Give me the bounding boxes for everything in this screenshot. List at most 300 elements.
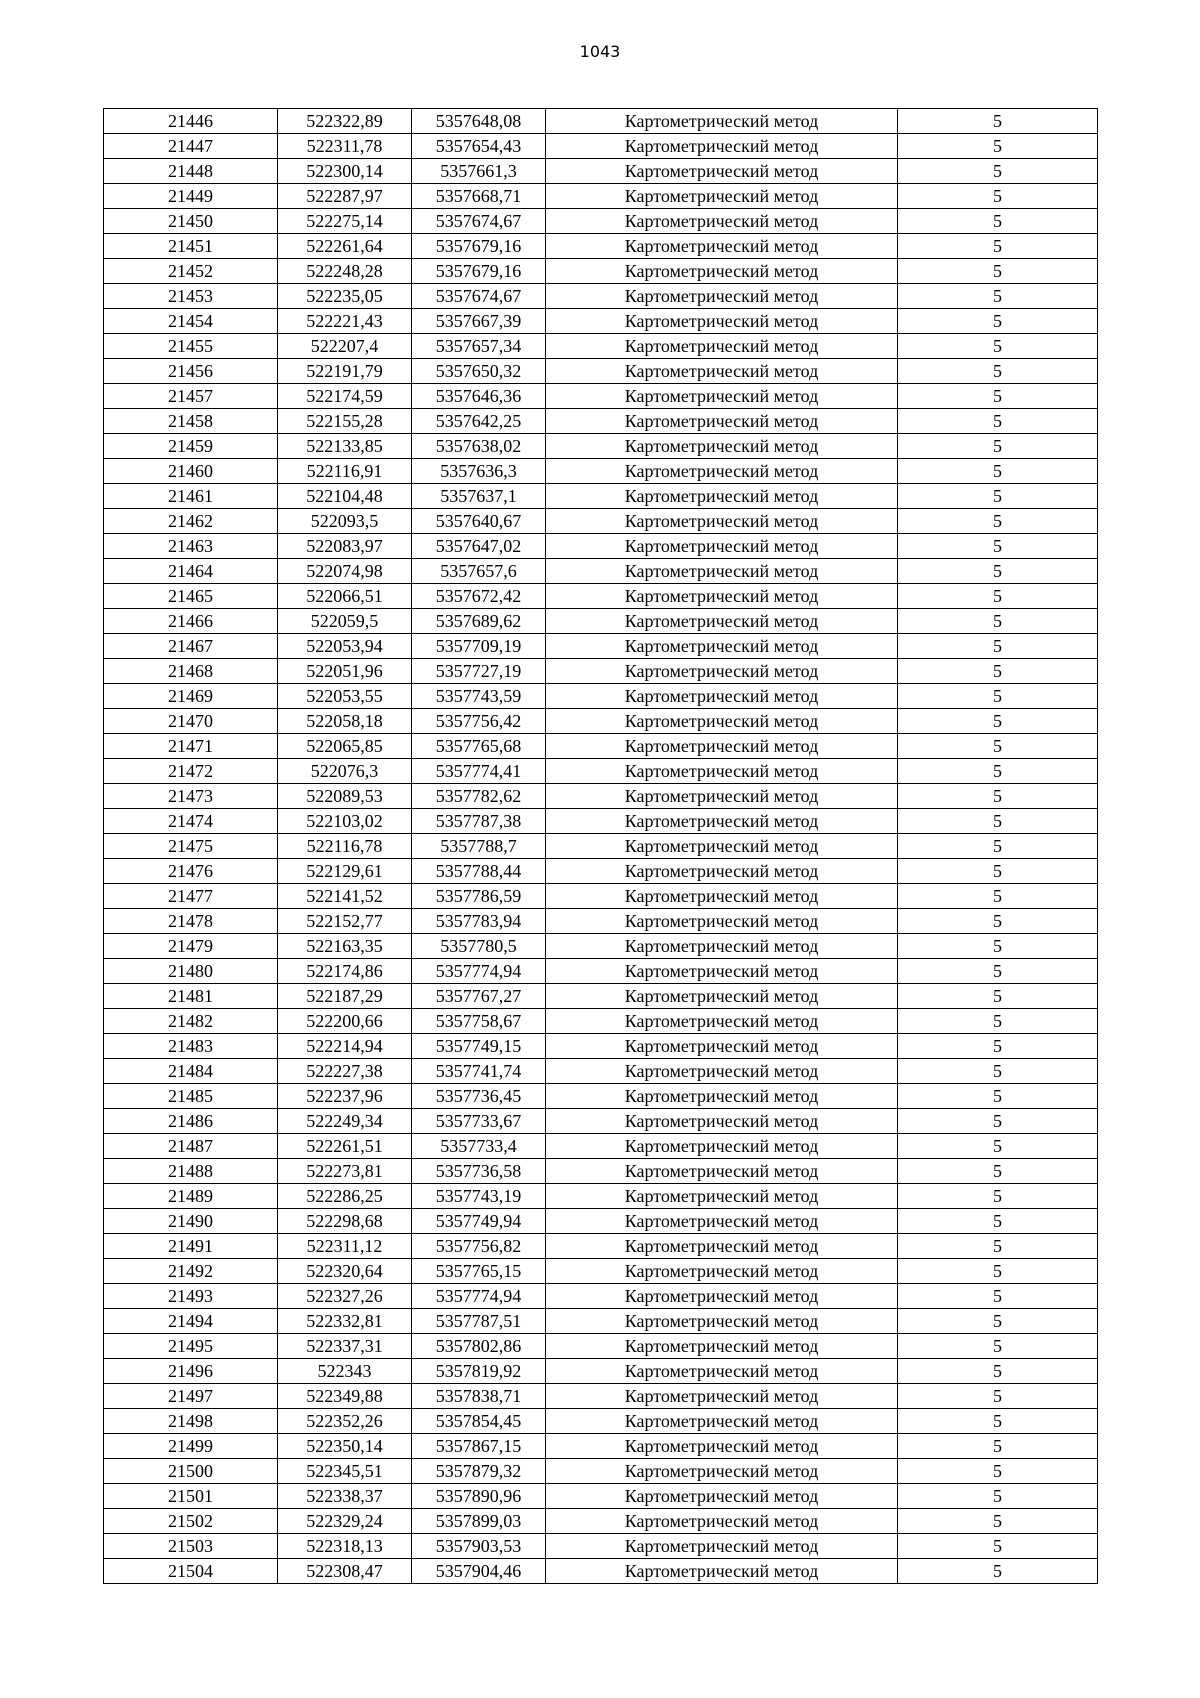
table-row xyxy=(104,1484,1098,1509)
precision-cell: 5 xyxy=(898,809,1098,834)
x-coordinate-cell: 522214,94 xyxy=(278,1034,412,1059)
table-row xyxy=(104,1559,1098,1584)
y-coordinate-cell: 5357749,15 xyxy=(412,1034,546,1059)
table-row xyxy=(104,1109,1098,1134)
y-coordinate-cell: 5357749,94 xyxy=(412,1209,546,1234)
precision-cell: 5 xyxy=(898,234,1098,259)
y-coordinate-cell: 5357637,1 xyxy=(412,484,546,509)
point-number-cell: 21486 xyxy=(104,1109,278,1134)
precision-cell: 5 xyxy=(898,434,1098,459)
y-coordinate-cell: 5357756,42 xyxy=(412,709,546,734)
x-coordinate-cell: 522155,28 xyxy=(278,409,412,434)
y-coordinate-cell: 5357736,45 xyxy=(412,1084,546,1109)
table-row xyxy=(104,1334,1098,1359)
method-cell: Картометрический метод xyxy=(546,1384,898,1409)
table-row xyxy=(104,1184,1098,1209)
method-cell: Картометрический метод xyxy=(546,634,898,659)
method-cell: Картометрический метод xyxy=(546,534,898,559)
point-number-cell: 21494 xyxy=(104,1309,278,1334)
x-coordinate-cell: 522237,96 xyxy=(278,1084,412,1109)
table-row xyxy=(104,1059,1098,1084)
point-number-cell: 21478 xyxy=(104,909,278,934)
precision-cell: 5 xyxy=(898,959,1098,984)
table-row xyxy=(104,709,1098,734)
coordinates-table-body xyxy=(104,109,1098,1584)
y-coordinate-cell: 5357654,43 xyxy=(412,134,546,159)
method-cell: Картометрический метод xyxy=(546,959,898,984)
point-number-cell: 21464 xyxy=(104,559,278,584)
x-coordinate-cell: 522093,5 xyxy=(278,509,412,534)
x-coordinate-cell: 522308,47 xyxy=(278,1559,412,1584)
method-cell: Картометрический метод xyxy=(546,1534,898,1559)
method-cell: Картометрический метод xyxy=(546,834,898,859)
y-coordinate-cell: 5357689,62 xyxy=(412,609,546,634)
method-cell: Картометрический метод xyxy=(546,1009,898,1034)
method-cell: Картометрический метод xyxy=(546,1459,898,1484)
method-cell: Картометрический метод xyxy=(546,1084,898,1109)
method-cell: Картометрический метод xyxy=(546,484,898,509)
x-coordinate-cell: 522163,35 xyxy=(278,934,412,959)
point-number-cell: 21453 xyxy=(104,284,278,309)
method-cell: Картометрический метод xyxy=(546,1559,898,1584)
table-row xyxy=(104,684,1098,709)
table-row xyxy=(104,1084,1098,1109)
method-cell: Картометрический метод xyxy=(546,334,898,359)
point-number-cell: 21459 xyxy=(104,434,278,459)
precision-cell: 5 xyxy=(898,1384,1098,1409)
x-coordinate-cell: 522187,29 xyxy=(278,984,412,1009)
x-coordinate-cell: 522221,43 xyxy=(278,309,412,334)
table-row xyxy=(104,1459,1098,1484)
precision-cell: 5 xyxy=(898,209,1098,234)
x-coordinate-cell: 522320,64 xyxy=(278,1259,412,1284)
precision-cell: 5 xyxy=(898,659,1098,684)
x-coordinate-cell: 522352,26 xyxy=(278,1409,412,1434)
y-coordinate-cell: 5357767,27 xyxy=(412,984,546,1009)
precision-cell: 5 xyxy=(898,1009,1098,1034)
x-coordinate-cell: 522338,37 xyxy=(278,1484,412,1509)
y-coordinate-cell: 5357642,25 xyxy=(412,409,546,434)
precision-cell: 5 xyxy=(898,634,1098,659)
method-cell: Картометрический метод xyxy=(546,309,898,334)
table-row xyxy=(104,384,1098,409)
x-coordinate-cell: 522129,61 xyxy=(278,859,412,884)
point-number-cell: 21501 xyxy=(104,1484,278,1509)
y-coordinate-cell: 5357674,67 xyxy=(412,284,546,309)
x-coordinate-cell: 522327,26 xyxy=(278,1284,412,1309)
x-coordinate-cell: 522059,5 xyxy=(278,609,412,634)
y-coordinate-cell: 5357672,42 xyxy=(412,584,546,609)
method-cell: Картометрический метод xyxy=(546,459,898,484)
y-coordinate-cell: 5357727,19 xyxy=(412,659,546,684)
precision-cell: 5 xyxy=(898,734,1098,759)
precision-cell: 5 xyxy=(898,409,1098,434)
method-cell: Картометрический метод xyxy=(546,584,898,609)
table-row xyxy=(104,659,1098,684)
table-row xyxy=(104,1284,1098,1309)
method-cell: Картометрический метод xyxy=(546,859,898,884)
x-coordinate-cell: 522207,4 xyxy=(278,334,412,359)
y-coordinate-cell: 5357838,71 xyxy=(412,1384,546,1409)
y-coordinate-cell: 5357783,94 xyxy=(412,909,546,934)
y-coordinate-cell: 5357904,46 xyxy=(412,1559,546,1584)
table-row xyxy=(104,1034,1098,1059)
x-coordinate-cell: 522066,51 xyxy=(278,584,412,609)
method-cell: Картометрический метод xyxy=(546,559,898,584)
x-coordinate-cell: 522261,64 xyxy=(278,234,412,259)
y-coordinate-cell: 5357774,41 xyxy=(412,759,546,784)
method-cell: Картометрический метод xyxy=(546,609,898,634)
x-coordinate-cell: 522298,68 xyxy=(278,1209,412,1234)
page-number: 1043 xyxy=(579,42,621,61)
point-number-cell: 21500 xyxy=(104,1459,278,1484)
y-coordinate-cell: 5357650,32 xyxy=(412,359,546,384)
y-coordinate-cell: 5357743,59 xyxy=(412,684,546,709)
method-cell: Картометрический метод xyxy=(546,1134,898,1159)
point-number-cell: 21470 xyxy=(104,709,278,734)
method-cell: Картометрический метод xyxy=(546,684,898,709)
method-cell: Картометрический метод xyxy=(546,1159,898,1184)
point-number-cell: 21488 xyxy=(104,1159,278,1184)
method-cell: Картометрический метод xyxy=(546,1059,898,1084)
x-coordinate-cell: 522116,78 xyxy=(278,834,412,859)
x-coordinate-cell: 522332,81 xyxy=(278,1309,412,1334)
method-cell: Картометрический метод xyxy=(546,509,898,534)
precision-cell: 5 xyxy=(898,459,1098,484)
precision-cell: 5 xyxy=(898,1209,1098,1234)
point-number-cell: 21462 xyxy=(104,509,278,534)
x-coordinate-cell: 522053,94 xyxy=(278,634,412,659)
table-row xyxy=(104,884,1098,909)
precision-cell: 5 xyxy=(898,284,1098,309)
point-number-cell: 21493 xyxy=(104,1284,278,1309)
table-row xyxy=(104,984,1098,1009)
y-coordinate-cell: 5357733,4 xyxy=(412,1134,546,1159)
point-number-cell: 21451 xyxy=(104,234,278,259)
y-coordinate-cell: 5357709,19 xyxy=(412,634,546,659)
x-coordinate-cell: 522191,79 xyxy=(278,359,412,384)
y-coordinate-cell: 5357787,51 xyxy=(412,1309,546,1334)
precision-cell: 5 xyxy=(898,1309,1098,1334)
precision-cell: 5 xyxy=(898,1434,1098,1459)
point-number-cell: 21455 xyxy=(104,334,278,359)
point-number-cell: 21504 xyxy=(104,1559,278,1584)
precision-cell: 5 xyxy=(898,934,1098,959)
table-row xyxy=(104,959,1098,984)
y-coordinate-cell: 5357743,19 xyxy=(412,1184,546,1209)
x-coordinate-cell: 522311,12 xyxy=(278,1234,412,1259)
table-row xyxy=(104,459,1098,484)
precision-cell: 5 xyxy=(898,759,1098,784)
point-number-cell: 21476 xyxy=(104,859,278,884)
method-cell: Картометрический метод xyxy=(546,434,898,459)
y-coordinate-cell: 5357782,62 xyxy=(412,784,546,809)
method-cell: Картометрический метод xyxy=(546,1259,898,1284)
point-number-cell: 21498 xyxy=(104,1409,278,1434)
y-coordinate-cell: 5357640,67 xyxy=(412,509,546,534)
method-cell: Картометрический метод xyxy=(546,1234,898,1259)
x-coordinate-cell: 522152,77 xyxy=(278,909,412,934)
table-row xyxy=(104,1209,1098,1234)
precision-cell: 5 xyxy=(898,1034,1098,1059)
y-coordinate-cell: 5357765,68 xyxy=(412,734,546,759)
y-coordinate-cell: 5357638,02 xyxy=(412,434,546,459)
x-coordinate-cell: 522300,14 xyxy=(278,159,412,184)
x-coordinate-cell: 522058,18 xyxy=(278,709,412,734)
y-coordinate-cell: 5357774,94 xyxy=(412,959,546,984)
method-cell: Картометрический метод xyxy=(546,359,898,384)
point-number-cell: 21491 xyxy=(104,1234,278,1259)
point-number-cell: 21497 xyxy=(104,1384,278,1409)
x-coordinate-cell: 522141,52 xyxy=(278,884,412,909)
table-row xyxy=(104,1309,1098,1334)
point-number-cell: 21452 xyxy=(104,259,278,284)
precision-cell: 5 xyxy=(898,834,1098,859)
y-coordinate-cell: 5357890,96 xyxy=(412,1484,546,1509)
point-number-cell: 21473 xyxy=(104,784,278,809)
y-coordinate-cell: 5357679,16 xyxy=(412,234,546,259)
y-coordinate-cell: 5357780,5 xyxy=(412,934,546,959)
point-number-cell: 21502 xyxy=(104,1509,278,1534)
x-coordinate-cell: 522287,97 xyxy=(278,184,412,209)
precision-cell: 5 xyxy=(898,1409,1098,1434)
table-row xyxy=(104,409,1098,434)
precision-cell: 5 xyxy=(898,784,1098,809)
precision-cell: 5 xyxy=(898,1559,1098,1584)
x-coordinate-cell: 522350,14 xyxy=(278,1434,412,1459)
point-number-cell: 21490 xyxy=(104,1209,278,1234)
y-coordinate-cell: 5357899,03 xyxy=(412,1509,546,1534)
point-number-cell: 21472 xyxy=(104,759,278,784)
method-cell: Картометрический метод xyxy=(546,884,898,909)
x-coordinate-cell: 522083,97 xyxy=(278,534,412,559)
y-coordinate-cell: 5357736,58 xyxy=(412,1159,546,1184)
point-number-cell: 21468 xyxy=(104,659,278,684)
point-number-cell: 21461 xyxy=(104,484,278,509)
table-row xyxy=(104,784,1098,809)
table-row xyxy=(104,109,1098,134)
y-coordinate-cell: 5357661,3 xyxy=(412,159,546,184)
method-cell: Картометрический метод xyxy=(546,159,898,184)
point-number-cell: 21495 xyxy=(104,1334,278,1359)
precision-cell: 5 xyxy=(898,1359,1098,1384)
x-coordinate-cell: 522275,14 xyxy=(278,209,412,234)
y-coordinate-cell: 5357679,16 xyxy=(412,259,546,284)
y-coordinate-cell: 5357648,08 xyxy=(412,109,546,134)
table-row xyxy=(104,734,1098,759)
table-row xyxy=(104,1134,1098,1159)
method-cell: Картометрический метод xyxy=(546,284,898,309)
table-row xyxy=(104,759,1098,784)
x-coordinate-cell: 522076,3 xyxy=(278,759,412,784)
method-cell: Картометрический метод xyxy=(546,1409,898,1434)
precision-cell: 5 xyxy=(898,984,1098,1009)
method-cell: Картометрический метод xyxy=(546,384,898,409)
method-cell: Картометрический метод xyxy=(546,1309,898,1334)
precision-cell: 5 xyxy=(898,484,1098,509)
precision-cell: 5 xyxy=(898,1459,1098,1484)
table-row xyxy=(104,609,1098,634)
point-number-cell: 21480 xyxy=(104,959,278,984)
table-row xyxy=(104,1159,1098,1184)
table-row xyxy=(104,534,1098,559)
precision-cell: 5 xyxy=(898,884,1098,909)
y-coordinate-cell: 5357636,3 xyxy=(412,459,546,484)
precision-cell: 5 xyxy=(898,584,1098,609)
x-coordinate-cell: 522261,51 xyxy=(278,1134,412,1159)
x-coordinate-cell: 522322,89 xyxy=(278,109,412,134)
y-coordinate-cell: 5357854,45 xyxy=(412,1409,546,1434)
y-coordinate-cell: 5357657,6 xyxy=(412,559,546,584)
method-cell: Картометрический метод xyxy=(546,184,898,209)
point-number-cell: 21471 xyxy=(104,734,278,759)
table-row xyxy=(104,509,1098,534)
method-cell: Картометрический метод xyxy=(546,1284,898,1309)
point-number-cell: 21448 xyxy=(104,159,278,184)
method-cell: Картометрический метод xyxy=(546,709,898,734)
table-row xyxy=(104,809,1098,834)
table-row xyxy=(104,1234,1098,1259)
precision-cell: 5 xyxy=(898,159,1098,184)
point-number-cell: 21481 xyxy=(104,984,278,1009)
point-number-cell: 21450 xyxy=(104,209,278,234)
y-coordinate-cell: 5357787,38 xyxy=(412,809,546,834)
precision-cell: 5 xyxy=(898,1334,1098,1359)
point-number-cell: 21499 xyxy=(104,1434,278,1459)
table-row xyxy=(104,359,1098,384)
precision-cell: 5 xyxy=(898,559,1098,584)
method-cell: Картометрический метод xyxy=(546,234,898,259)
x-coordinate-cell: 522053,55 xyxy=(278,684,412,709)
point-number-cell: 21465 xyxy=(104,584,278,609)
table-row xyxy=(104,184,1098,209)
precision-cell: 5 xyxy=(898,859,1098,884)
method-cell: Картометрический метод xyxy=(546,1334,898,1359)
method-cell: Картометрический метод xyxy=(546,259,898,284)
x-coordinate-cell: 522311,78 xyxy=(278,134,412,159)
table-row xyxy=(104,584,1098,609)
table-row xyxy=(104,284,1098,309)
x-coordinate-cell: 522103,02 xyxy=(278,809,412,834)
point-number-cell: 21482 xyxy=(104,1009,278,1034)
method-cell: Картометрический метод xyxy=(546,809,898,834)
method-cell: Картометрический метод xyxy=(546,984,898,1009)
point-number-cell: 21487 xyxy=(104,1134,278,1159)
x-coordinate-cell: 522343 xyxy=(278,1359,412,1384)
x-coordinate-cell: 522089,53 xyxy=(278,784,412,809)
table-row xyxy=(104,634,1098,659)
precision-cell: 5 xyxy=(898,1484,1098,1509)
x-coordinate-cell: 522329,24 xyxy=(278,1509,412,1534)
method-cell: Картометрический метод xyxy=(546,109,898,134)
precision-cell: 5 xyxy=(898,359,1098,384)
y-coordinate-cell: 5357758,67 xyxy=(412,1009,546,1034)
method-cell: Картометрический метод xyxy=(546,1184,898,1209)
x-coordinate-cell: 522104,48 xyxy=(278,484,412,509)
table-row xyxy=(104,1509,1098,1534)
point-number-cell: 21479 xyxy=(104,934,278,959)
x-coordinate-cell: 522318,13 xyxy=(278,1534,412,1559)
method-cell: Картометрический метод xyxy=(546,659,898,684)
table-row xyxy=(104,1359,1098,1384)
precision-cell: 5 xyxy=(898,309,1098,334)
y-coordinate-cell: 5357774,94 xyxy=(412,1284,546,1309)
y-coordinate-cell: 5357733,67 xyxy=(412,1109,546,1134)
y-coordinate-cell: 5357765,15 xyxy=(412,1259,546,1284)
table-row xyxy=(104,484,1098,509)
x-coordinate-cell: 522273,81 xyxy=(278,1159,412,1184)
precision-cell: 5 xyxy=(898,684,1098,709)
method-cell: Картометрический метод xyxy=(546,909,898,934)
table-row xyxy=(104,909,1098,934)
method-cell: Картометрический метод xyxy=(546,784,898,809)
point-number-cell: 21467 xyxy=(104,634,278,659)
table-row xyxy=(104,1534,1098,1559)
precision-cell: 5 xyxy=(898,609,1098,634)
point-number-cell: 21475 xyxy=(104,834,278,859)
y-coordinate-cell: 5357668,71 xyxy=(412,184,546,209)
point-number-cell: 21496 xyxy=(104,1359,278,1384)
point-number-cell: 21457 xyxy=(104,384,278,409)
precision-cell: 5 xyxy=(898,709,1098,734)
method-cell: Картометрический метод xyxy=(546,1434,898,1459)
table-row xyxy=(104,234,1098,259)
point-number-cell: 21474 xyxy=(104,809,278,834)
precision-cell: 5 xyxy=(898,259,1098,284)
x-coordinate-cell: 522116,91 xyxy=(278,459,412,484)
table-row xyxy=(104,934,1098,959)
point-number-cell: 21466 xyxy=(104,609,278,634)
precision-cell: 5 xyxy=(898,1259,1098,1284)
x-coordinate-cell: 522349,88 xyxy=(278,1384,412,1409)
method-cell: Картометрический метод xyxy=(546,209,898,234)
x-coordinate-cell: 522174,59 xyxy=(278,384,412,409)
method-cell: Картометрический метод xyxy=(546,1034,898,1059)
method-cell: Картометрический метод xyxy=(546,1509,898,1534)
point-number-cell: 21469 xyxy=(104,684,278,709)
point-number-cell: 21503 xyxy=(104,1534,278,1559)
method-cell: Картометрический метод xyxy=(546,1359,898,1384)
table-row xyxy=(104,434,1098,459)
y-coordinate-cell: 5357802,86 xyxy=(412,1334,546,1359)
point-number-cell: 21458 xyxy=(104,409,278,434)
point-number-cell: 21489 xyxy=(104,1184,278,1209)
table-row xyxy=(104,334,1098,359)
table-row xyxy=(104,1259,1098,1284)
table-row xyxy=(104,259,1098,284)
table-row xyxy=(104,1409,1098,1434)
point-number-cell: 21484 xyxy=(104,1059,278,1084)
x-coordinate-cell: 522051,96 xyxy=(278,659,412,684)
point-number-cell: 21456 xyxy=(104,359,278,384)
table-row xyxy=(104,159,1098,184)
point-number-cell: 21463 xyxy=(104,534,278,559)
y-coordinate-cell: 5357788,7 xyxy=(412,834,546,859)
point-number-cell: 21483 xyxy=(104,1034,278,1059)
point-number-cell: 21477 xyxy=(104,884,278,909)
method-cell: Картометрический метод xyxy=(546,934,898,959)
precision-cell: 5 xyxy=(898,1109,1098,1134)
x-coordinate-cell: 522337,31 xyxy=(278,1334,412,1359)
x-coordinate-cell: 522200,66 xyxy=(278,1009,412,1034)
precision-cell: 5 xyxy=(898,384,1098,409)
precision-cell: 5 xyxy=(898,534,1098,559)
method-cell: Картометрический метод xyxy=(546,134,898,159)
table-row xyxy=(104,1009,1098,1034)
precision-cell: 5 xyxy=(898,1159,1098,1184)
y-coordinate-cell: 5357786,59 xyxy=(412,884,546,909)
x-coordinate-cell: 522174,86 xyxy=(278,959,412,984)
